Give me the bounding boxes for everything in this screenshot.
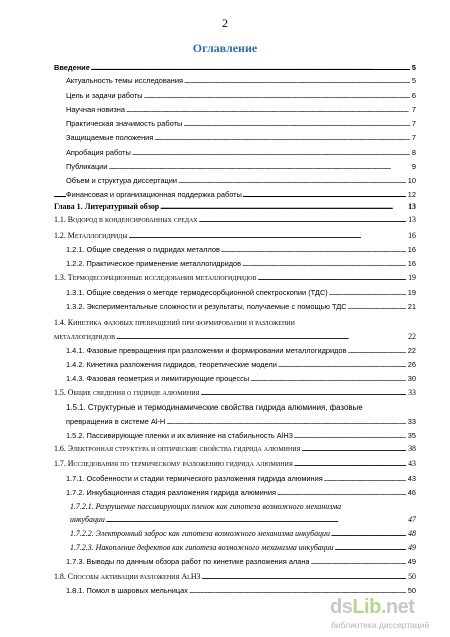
toc-entry[interactable] bbox=[70, 528, 416, 540]
toc-entry-title: 1.2.2. Практическое применение металлогидридов bbox=[66, 259, 242, 268]
toc-entry-page: 7 bbox=[411, 133, 416, 142]
toc-entry-page: 48 bbox=[408, 529, 416, 538]
toc-entry-page: 35 bbox=[407, 431, 416, 440]
toc-entry-title: 1.3.1. Общие сведения о методе термодесорбционной спектроскопии (ТДС) bbox=[66, 288, 328, 297]
toc-entry-page: 26 bbox=[407, 360, 416, 369]
toc-entry[interactable] bbox=[66, 301, 416, 313]
toc-entry[interactable] bbox=[66, 345, 416, 357]
toc-entry-page: 12 bbox=[407, 190, 416, 199]
toc-entry[interactable] bbox=[66, 258, 416, 270]
toc-entry-title: Апробация работы bbox=[66, 148, 131, 157]
toc-entry[interactable] bbox=[54, 214, 416, 226]
toc-entry-title: 1.7.2. Инкубационная стадия разложения гидрида алюминия bbox=[66, 488, 276, 497]
toc-entry[interactable] bbox=[66, 118, 416, 130]
toc-entry-page: 6 bbox=[411, 91, 416, 100]
toc-entry-title: 1.4.3. Фазовая геометрия и лимитирующие процессы bbox=[66, 374, 250, 383]
toc-entry-title: Актуальность темы исследования bbox=[66, 76, 184, 85]
toc-entry-title: Введение bbox=[54, 63, 90, 72]
toc-entry[interactable] bbox=[70, 542, 416, 554]
toc-entry-title: Глава 1. Литературный обзор bbox=[54, 202, 160, 211]
toc-entry-page: 38 bbox=[408, 444, 416, 453]
toc-entry-page: 50 bbox=[407, 586, 416, 595]
toc-entry-page: 33 bbox=[408, 388, 416, 397]
toc-entry[interactable] bbox=[66, 104, 416, 116]
toc-entry-page: 16 bbox=[407, 245, 416, 254]
toc-entry-title: Защищаемые положения bbox=[66, 133, 154, 142]
toc-entry-title: Публикации bbox=[66, 162, 108, 171]
toc-entry-title: 1.2.1. Общие сведения о гидридах металлов bbox=[66, 245, 220, 254]
toc-entry-page: 49 bbox=[408, 543, 416, 552]
toc-entry-page: 30 bbox=[407, 374, 416, 383]
toc-entry[interactable] bbox=[54, 571, 416, 583]
toc-entry-title: 1.3. Термодесорбционные исследования металлогидридов bbox=[54, 273, 257, 282]
toc-entry-page: 47 bbox=[408, 515, 416, 524]
toc-entry-title: Финансовая и организационная поддержка работы bbox=[66, 190, 242, 199]
toc-entry-page: 9 bbox=[411, 162, 416, 171]
toc-entry[interactable] bbox=[66, 90, 416, 102]
toc-entry[interactable] bbox=[66, 287, 416, 299]
toc-entry[interactable] bbox=[54, 230, 416, 242]
toc-entry[interactable] bbox=[66, 487, 416, 499]
toc-entry-title: 1.5.2. Пассивирующие пленки и их влияние на стабильность AlH3 bbox=[66, 431, 293, 440]
toc-entry[interactable] bbox=[66, 416, 416, 428]
toc-entry-title: 1.8.1. Помол в шаровых мельницах bbox=[66, 586, 188, 595]
toc-entry[interactable] bbox=[54, 458, 416, 470]
toc-entry-first-line: 1.7.2.1. Разрушение пассивирующих пленок как гипотеза возможного механизма bbox=[70, 502, 342, 511]
toc-entry-title: 1.8. Способы активации разложения AlH3 bbox=[54, 572, 201, 581]
toc-entry[interactable] bbox=[66, 132, 416, 144]
toc-entry-page: 5 bbox=[411, 76, 416, 85]
toc-entry[interactable] bbox=[54, 331, 416, 343]
watermark-logo: dsLib.net bbox=[330, 596, 415, 618]
toc-entry[interactable] bbox=[54, 387, 416, 399]
toc-entry-page: 43 bbox=[408, 459, 416, 468]
toc-entry-page: 10 bbox=[407, 176, 416, 185]
toc-entry-page: 7 bbox=[411, 119, 416, 128]
watermark bbox=[330, 596, 450, 637]
toc-entry-page: 49 bbox=[407, 557, 416, 566]
toc-entry[interactable] bbox=[66, 359, 416, 371]
toc-entry[interactable] bbox=[66, 556, 416, 568]
toc-entry-title: Объем и структура диссертации bbox=[66, 176, 178, 185]
toc-entry-page: 21 bbox=[407, 302, 416, 311]
toc-entry-page: 16 bbox=[407, 259, 416, 268]
toc-entry[interactable] bbox=[66, 75, 416, 87]
toc-entry[interactable] bbox=[54, 201, 416, 213]
toc-entry-title: 1.6. Электронная структура и оптические свойства гидрида алюминия bbox=[54, 444, 301, 453]
toc-entry[interactable] bbox=[66, 373, 416, 385]
toc-entry-title: Научная новизна bbox=[66, 105, 125, 114]
toc-entry[interactable] bbox=[66, 175, 416, 187]
toc-entry[interactable] bbox=[66, 161, 416, 173]
watermark-subtitle: библиотека диссертаций bbox=[331, 620, 430, 630]
toc-entry-page: 22 bbox=[408, 332, 416, 341]
toc-entry[interactable] bbox=[66, 473, 416, 485]
toc-entry-title: металлогидридов bbox=[54, 332, 116, 341]
toc-title: Оглавление bbox=[192, 41, 258, 55]
toc-entry[interactable] bbox=[70, 514, 416, 526]
toc-entry-page: 5 bbox=[411, 63, 416, 72]
toc-entry-title: превращения в системе Al-H bbox=[66, 417, 166, 426]
toc-entry[interactable] bbox=[66, 244, 416, 256]
toc-entry-title: 1.1. Водород в конденсированных средах bbox=[54, 215, 198, 224]
toc-entry-page: 46 bbox=[407, 488, 416, 497]
toc-entry-title: 1.7.3. Выводы по данным обзора работ по кинетике разложения алана bbox=[66, 557, 310, 566]
toc-entry-page: 19 bbox=[407, 288, 416, 297]
toc-entry[interactable] bbox=[54, 272, 416, 284]
toc-entry-title: 1.7. Исследования по термическому разложению гидрида алюминия bbox=[54, 459, 293, 468]
toc-entry-title: 1.7.1. Особенности и стадии термического разложения гидрида алюминия bbox=[66, 474, 323, 483]
toc-entry[interactable] bbox=[54, 62, 416, 74]
toc-entry-first-line: 1.4. Кинетика фазовых превращений при формировании и разложении bbox=[54, 318, 295, 327]
toc-entry-page: 13 bbox=[408, 215, 416, 224]
toc-entry-title: 1.2. Металлогидриды bbox=[54, 231, 128, 240]
toc-entry-title: 1.4.1. Фазовые превращения при разложении и формировании металлогидридов bbox=[66, 346, 347, 355]
toc-entry-title: 1.4.2. Кинетика разложения гидридов, теоретические модели bbox=[66, 360, 277, 369]
toc-entry-title: 1.7.2.2. Электронный заброс как гипотеза возможного механизма инкубации bbox=[70, 529, 330, 538]
toc-entry-page: 33 bbox=[407, 417, 416, 426]
toc-entry-page: 19 bbox=[408, 273, 416, 282]
toc-entry-page: 7 bbox=[411, 105, 416, 114]
toc-entry-title: 1.5. Общие сведения о гидриде алюминия bbox=[54, 388, 200, 397]
toc-entry-title: 1.7.2.3. Накопление дефектов как гипотеза возможного механизма инкубации bbox=[70, 543, 334, 552]
toc-entry[interactable] bbox=[66, 189, 416, 201]
page-number: 2 bbox=[222, 16, 228, 30]
toc-entry-page: 13 bbox=[408, 202, 416, 211]
toc-entry-page: 16 bbox=[408, 231, 416, 240]
toc-entry[interactable] bbox=[66, 430, 416, 442]
toc-entry-title: инкубации bbox=[70, 515, 105, 524]
toc-entry[interactable] bbox=[66, 147, 416, 159]
toc-entry-page: 22 bbox=[407, 346, 416, 355]
toc-entry-page: 43 bbox=[407, 474, 416, 483]
toc-entry-title: Практическая значимость работы bbox=[66, 119, 183, 128]
toc-entry-title: 1.3.2. Экспериментальные сложности и результаты, получаемые с помощью ТДС bbox=[66, 302, 347, 311]
toc-entry-page: 8 bbox=[411, 148, 416, 157]
toc-entry-first-line: 1.5.1. Структурные и термодинамические свойства гидрида алюминия, фазовые bbox=[66, 403, 363, 412]
toc-entry-title: Цель и задачи работы bbox=[66, 91, 143, 100]
toc-entry-page: 50 bbox=[408, 572, 416, 581]
toc-entry[interactable] bbox=[54, 443, 416, 455]
